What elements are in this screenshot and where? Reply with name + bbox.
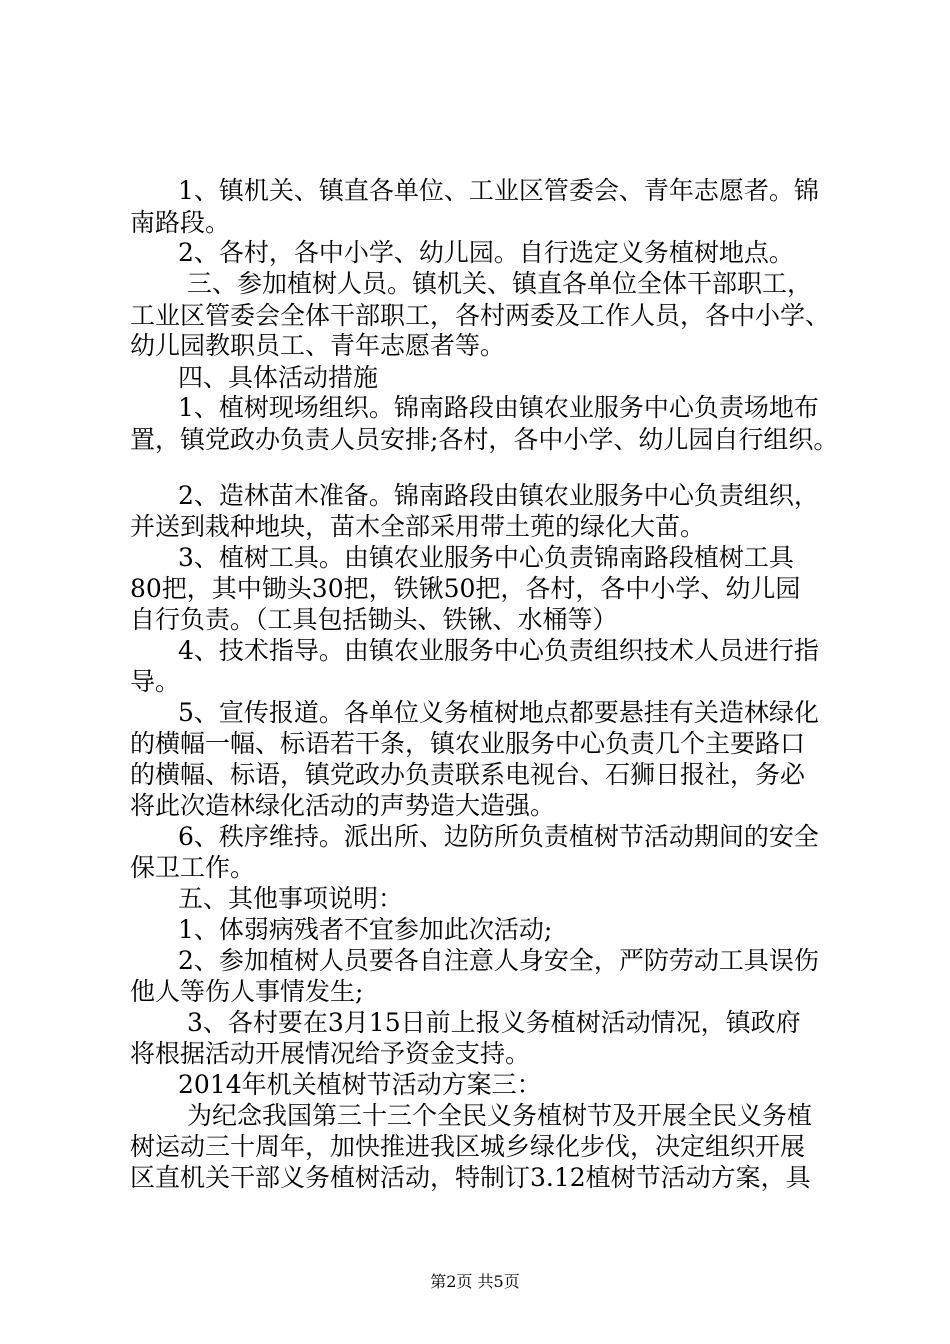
text-line: 5、宣传报道。各单位义务植树地点都要悬挂有关造林绿化 <box>178 698 819 727</box>
text-line: 1、植树现场组织。锦南路段由镇农业服务中心负责场地布 <box>178 393 819 422</box>
text-line: 四、具体活动措施 <box>178 363 379 392</box>
text-line: 3、植树工具。由镇农业服务中心负责锦南路段植树工具 <box>178 543 794 572</box>
text-line: 为纪念我国第三十三个全民义务植树节及开展全民义务植 <box>187 1101 813 1130</box>
text-line: 三、参加植树人员。镇机关、镇直各单位全体干部职工， <box>187 269 813 298</box>
text-line: 1、镇机关、镇直各单位、工业区管委会、青年志愿者。锦 <box>178 176 819 205</box>
text-line: 2、各村，各中小学、幼儿园。自行选定义务植树地点。 <box>178 238 794 267</box>
text-line: 自行负责。（工具包括锄头、铁锹、水桶等） <box>130 605 618 634</box>
text-line: 2014年机关植树节活动方案三： <box>178 1070 542 1099</box>
text-line: 2、造林苗木准备。锦南路段由镇农业服务中心负责组织， <box>178 481 819 510</box>
text-line: 将此次造林绿化活动的声势造大造强。 <box>130 791 556 820</box>
text-line: 的横幅、标语，镇党政办负责联系电视台、石狮日报社，务必 <box>130 760 806 789</box>
text-line: 并送到栽种地块，苗木全部采用带土蔸的绿化大苗。 <box>130 512 706 541</box>
page-footer: 第2页 共5页 <box>430 1272 520 1291</box>
text-line: 南路段。 <box>130 208 231 237</box>
text-line: 工业区管委会全体干部职工，各村两委及工作人员，各中小学、 <box>130 301 831 330</box>
text-line: 导。 <box>130 667 181 696</box>
text-line: 将根据活动开展情况给予资金支持。 <box>130 1039 531 1068</box>
text-line: 置，镇党政办负责人员安排;各村，各中小学、幼儿园自行组织。 <box>130 425 839 454</box>
text-line: 4、技术指导。由镇农业服务中心负责组织技术人员进行指 <box>178 636 819 665</box>
text-line: 保卫工作。 <box>130 853 256 882</box>
text-line: 3、各村要在3月15日前上报义务植树活动情况，镇政府 <box>187 1008 801 1037</box>
text-line: 幼儿园教职员工、青年志愿者等。 <box>130 331 506 360</box>
text-line: 五、其他事项说明： <box>178 884 404 913</box>
text-line: 他人等伤人事情发生; <box>130 977 364 1006</box>
text-line: 1、体弱病残者不宜参加此次活动; <box>178 915 553 944</box>
text-line: 区直机关干部义务植树活动，特制订3.12植树节活动方案，具 <box>130 1163 811 1192</box>
text-line: 的横幅一幅、标语若干条，镇农业服务中心负责几个主要路口 <box>130 729 806 758</box>
text-line: 80把，其中锄头30把，铁锹50把，各村，各中小学、幼儿园 <box>130 574 801 603</box>
text-line: 2、参加植树人员要各自注意人身安全，严防劳动工具误伤 <box>178 946 819 975</box>
text-line: 树运动三十周年，加快推进我区城乡绿化步伐，决定组织开展 <box>130 1132 806 1161</box>
text-line: 6、秩序维持。派出所、边防所负责植树节活动期间的安全 <box>178 822 819 851</box>
